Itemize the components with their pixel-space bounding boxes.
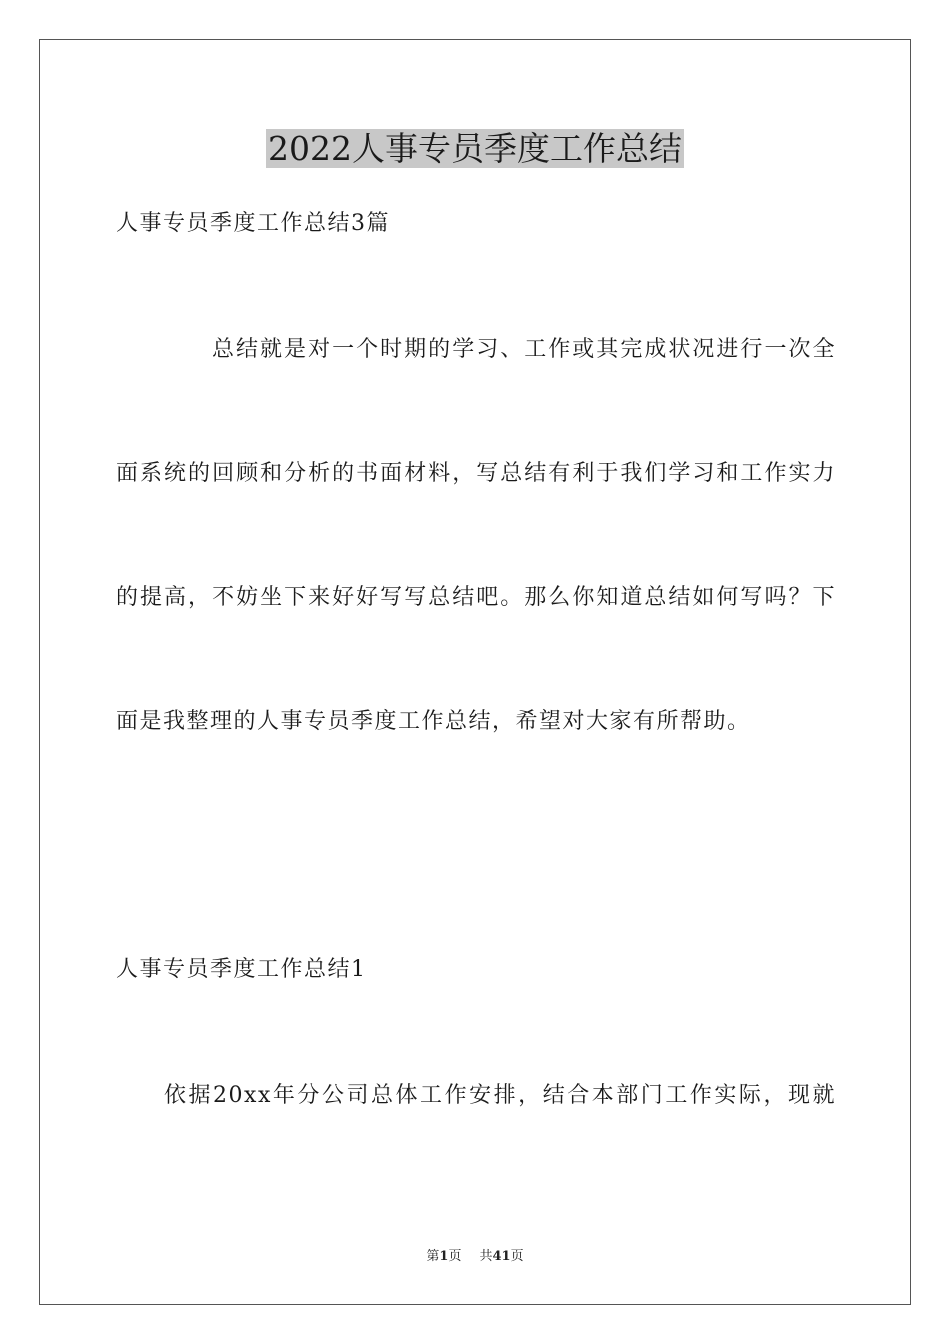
total-suffix: 页 bbox=[510, 1249, 524, 1264]
total-prefix: 共 bbox=[479, 1249, 493, 1264]
page-suffix: 页 bbox=[448, 1249, 462, 1264]
section-line-1: 依据20xx年分公司总体工作安排，结合本部门工作实际，现就 bbox=[164, 1083, 836, 1108]
page-number: 1 bbox=[439, 1249, 449, 1264]
intro-line-3: 的提高，不妨坐下来好好写写总结吧。那么你知道总结如何写吗？下 bbox=[116, 585, 836, 610]
page-prefix: 第 bbox=[426, 1249, 440, 1264]
intro-line-1: 总结就是对一个时期的学习、工作或其完成状况进行一次全 bbox=[212, 337, 836, 362]
section-heading: 人事专员季度工作总结1 bbox=[116, 957, 367, 982]
page-footer bbox=[0, 1248, 950, 1266]
intro-line-2: 面系统的回顾和分析的书面材料，写总结有利于我们学习和工作实力 bbox=[116, 461, 836, 486]
total-pages: 41 bbox=[492, 1249, 511, 1264]
intro-line-4: 面是我整理的人事专员季度工作总结，希望对大家有所帮助。 bbox=[116, 709, 751, 734]
document-title-text: 2022人事专员季度工作总结 bbox=[268, 129, 682, 168]
document-subtitle: 人事专员季度工作总结3篇 bbox=[116, 211, 390, 236]
document-title bbox=[0, 126, 950, 172]
